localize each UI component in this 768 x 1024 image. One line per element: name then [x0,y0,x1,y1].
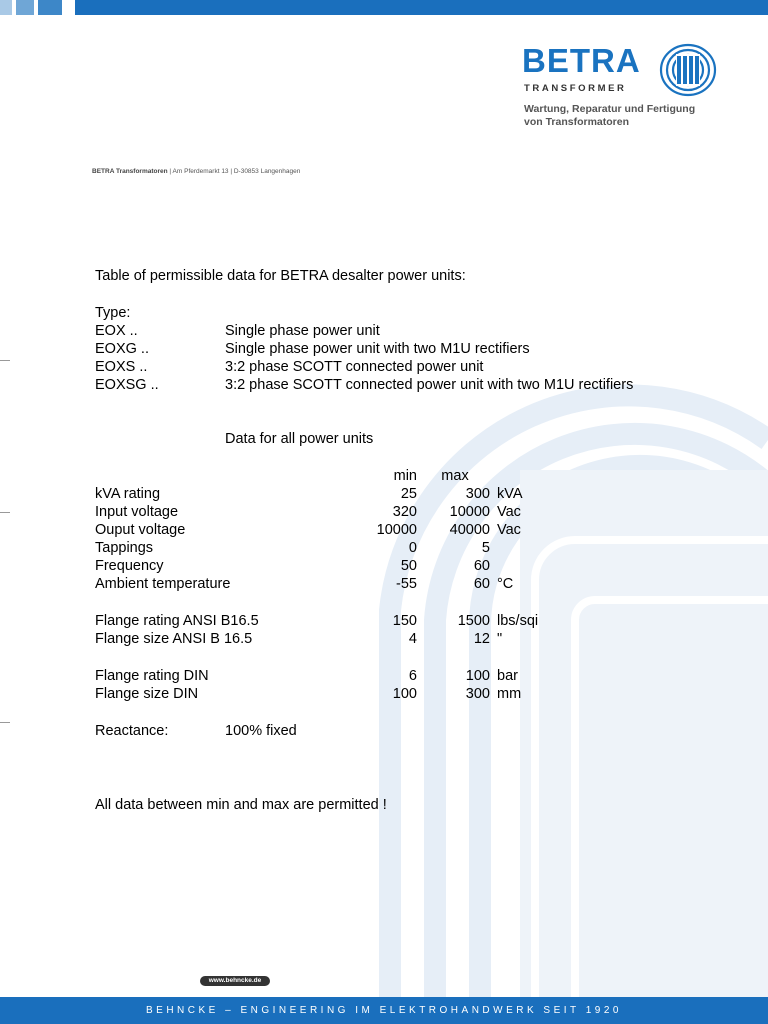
row-min: 25 [400,486,417,502]
table-row [95,504,615,522]
row-unit: " [497,631,503,647]
fold-mark [0,512,10,513]
type-label: Type: [95,305,131,321]
type-description: Single phase power unit with two M1U rectifiers [225,341,530,357]
type-description: 3:2 phase SCOTT connected power unit [225,359,484,375]
row-label: Ouput voltage [95,522,186,538]
type-row [95,377,634,393]
row-label: Flange rating ANSI B16.5 [95,613,259,629]
top-square-1 [0,0,12,15]
row-min: 100 [392,686,417,702]
logo-wordmark: BETRA [522,42,641,79]
table-header [95,468,515,486]
row-unit: °C [497,576,514,592]
row-min: 6 [408,668,417,684]
type-code: EOX .. [95,323,138,339]
top-blue-line [75,0,768,15]
sender-address: | Am Pferdemarkt 13 | D-30853 Langenhagen [167,168,301,175]
row-label: Frequency [95,558,164,574]
row-unit: Vac [497,522,521,538]
row-unit: mm [497,686,522,702]
row-max: 300 [465,686,490,702]
footer-slogan-bar: BEHNCKE – ENGINEERING IM ELEKTROHANDWERK SEIT 1920 [0,997,768,1024]
type-row [95,359,484,375]
top-color-bar [0,0,768,15]
row-label: Tappings [95,540,154,556]
tagline-line-1: Wartung, Reparatur und Fertigung [524,103,696,115]
row-max: 5 [481,540,490,556]
website-badge[interactable]: www.behncke.de [200,976,270,986]
row-max: 40000 [449,522,490,538]
table-row [95,686,615,704]
closing-note: All data between min and max are permitted ! [95,797,387,813]
table-row [95,668,615,686]
row-min: 320 [392,504,417,520]
type-code: EOXG .. [95,341,149,357]
row-unit: kVA [497,486,523,502]
sender-name: BETRA Transformatoren [92,168,168,175]
row-label: Flange size DIN [95,686,199,702]
row-max: 100 [465,668,490,684]
coil-logo-icon [658,42,718,98]
table-row [95,613,615,631]
table-row [95,540,615,558]
row-label: kVA rating [95,486,161,502]
row-label: Ambient temperature [95,576,231,592]
row-label: Input voltage [95,504,179,520]
table-row [95,522,615,540]
top-square-3 [38,0,62,15]
row-unit: bar [497,668,518,684]
row-min: 0 [408,540,417,556]
top-square-2 [16,0,34,15]
logo-subtitle: TRANSFORMER [524,83,627,94]
reactance-label: Reactance: [95,723,169,739]
type-row [95,341,530,357]
row-label: Flange rating DIN [95,668,209,684]
type-row [95,323,380,339]
row-min: -55 [396,576,417,592]
row-unit: Vac [497,504,521,520]
tagline-line-2: von Transformatoren [524,115,630,128]
row-max: 300 [465,486,490,502]
document-title: Table of permissible data for BETRA desalter power units: [95,268,466,284]
row-min: 10000 [376,522,417,538]
company-tagline [524,103,695,128]
column-min-header: min [393,468,417,484]
row-label: Flange size ANSI B 16.5 [95,631,253,647]
sender-address-line [92,168,300,175]
type-code: EOXS .. [95,359,148,375]
type-description: Single phase power unit [225,323,380,339]
table-row [95,486,615,504]
row-max: 1500 [457,613,490,629]
row-max: 12 [473,631,490,647]
table-row [95,576,615,594]
row-min: 150 [392,613,417,629]
section-title: Data for all power units [225,431,374,447]
fold-mark [0,360,10,361]
fold-mark [0,722,10,723]
row-max: 60 [473,558,490,574]
row-max: 10000 [449,504,490,520]
reactance-row [95,723,297,739]
type-code: EOXSG .. [95,377,159,393]
row-unit: lbs/sqi [497,613,539,629]
row-min: 50 [400,558,417,574]
row-max: 60 [473,576,490,592]
table-row [95,558,615,576]
row-min: 4 [408,631,417,647]
column-max-header: max [441,468,469,484]
reactance-value: 100% fixed [225,723,297,739]
table-row [95,631,615,649]
type-description: 3:2 phase SCOTT connected power unit with two M1U rectifiers [225,377,634,393]
